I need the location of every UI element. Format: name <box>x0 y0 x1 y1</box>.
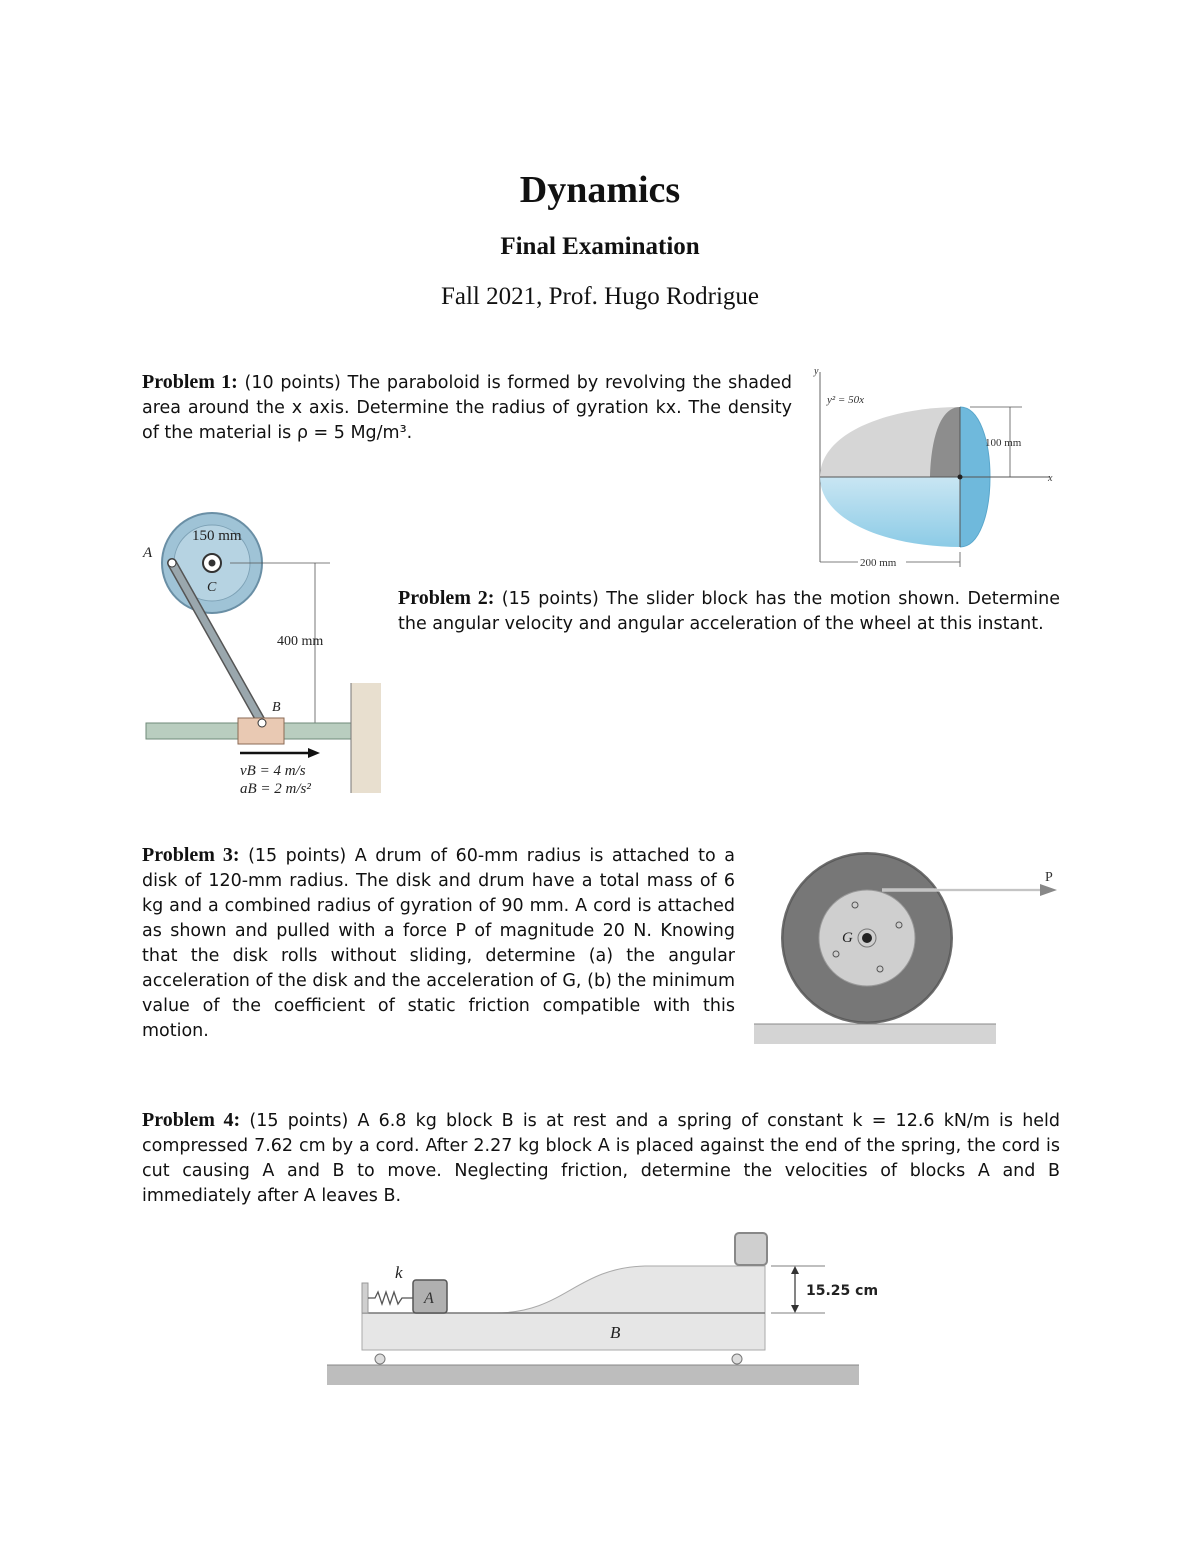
block-b-label: B <box>610 1323 621 1342</box>
spring-blocks-figure <box>325 1228 885 1388</box>
velocity-label: vB = 4 m/s <box>240 763 306 779</box>
exam-subtitle: Final Examination <box>500 233 700 260</box>
problem-2-label: Problem 2: <box>398 587 495 609</box>
problem-3-text <box>142 843 735 1044</box>
problem-1-body: The paraboloid is formed by revolving the shaded area around the x axis. Determine the radius of gyration kx. The density of the material is ρ = 5 Mg/m³. <box>142 373 792 443</box>
wheel-right <box>732 1354 742 1364</box>
paraboloid-figure <box>800 362 1070 577</box>
disk-drum-figure <box>752 832 1062 1047</box>
ground <box>754 1024 996 1044</box>
equation-label: y² = 50x <box>827 394 864 406</box>
block-a-label: A <box>424 1290 434 1307</box>
dim-200mm: 200 mm <box>860 557 897 569</box>
problem-4-points: (15 points) <box>249 1111 349 1131</box>
wall <box>351 683 381 793</box>
problem-1-points: (10 points) <box>244 373 341 393</box>
problem-1-text <box>142 370 792 446</box>
wheel-left <box>375 1354 385 1364</box>
problem-4-label: Problem 4: <box>142 1109 241 1131</box>
height-label: 15.25 cm <box>806 1283 879 1299</box>
problem-1-label: Problem 1: <box>142 371 238 393</box>
problem-3-points: (15 points) <box>248 846 347 866</box>
force-label: P <box>1045 870 1053 885</box>
ground <box>327 1365 859 1385</box>
exam-term: Fall 2021, Prof. Hugo Rodrigue <box>440 283 760 310</box>
page-title: Dynamics <box>519 169 681 211</box>
velocity-arrow <box>308 748 320 758</box>
top-block <box>735 1233 767 1265</box>
paraboloid-lower-half <box>820 477 960 547</box>
force-arrow <box>1040 884 1057 896</box>
dim-400mm: 400 mm <box>277 634 324 649</box>
problem-4-text <box>142 1108 1060 1209</box>
point-c-label: C <box>207 580 217 595</box>
dim-100mm: 100 mm <box>985 437 1022 449</box>
problem-4-body: A 6.8 kg block B is at rest and a spring of constant k = 12.6 kN/m is held compressed 7.62 cm by a cord. After 2.27 kg block A is placed against the end of the spring, the cord is cut causing A and B to move. Neglecting friction, determine the velocities of blocks A and B immediately after A leaves B. <box>142 1111 1061 1206</box>
radius-label: 150 mm <box>192 528 242 544</box>
problem-3-label: Problem 3: <box>142 844 240 866</box>
acceleration-label: aB = 2 m/s² <box>240 781 311 797</box>
spring <box>368 1292 413 1304</box>
x-axis-label: x <box>1048 473 1053 484</box>
problem-3-body: A drum of 60-mm radius is attached to a disk of 120-mm radius. The disk and drum have a total mass of 6 kg and a combined radius of gyration of 90 mm. A cord is attached as shown and pulled with a force P of magnitude 20 N. Knowing that the disk rolls without sliding, determine (a) the angular acceleration of the disk and the acceleration of G, (b) the minimum value of the coefficient of static friction compatible with this motion. <box>142 846 735 1041</box>
problem-2-points: (15 points) <box>501 589 599 609</box>
y-axis-label: y <box>814 366 819 377</box>
slider-wheel-figure <box>140 505 390 805</box>
point-b-label: B <box>272 700 281 715</box>
problem-2-body: The slider block has the motion shown. Determine the angular velocity and angular acceleration of the wheel at this instant. <box>398 589 1061 634</box>
spring-label: k <box>395 1263 403 1282</box>
problem-2-text <box>398 586 1060 637</box>
point-a-label: A <box>143 545 153 561</box>
center-g-label: G <box>842 930 853 946</box>
